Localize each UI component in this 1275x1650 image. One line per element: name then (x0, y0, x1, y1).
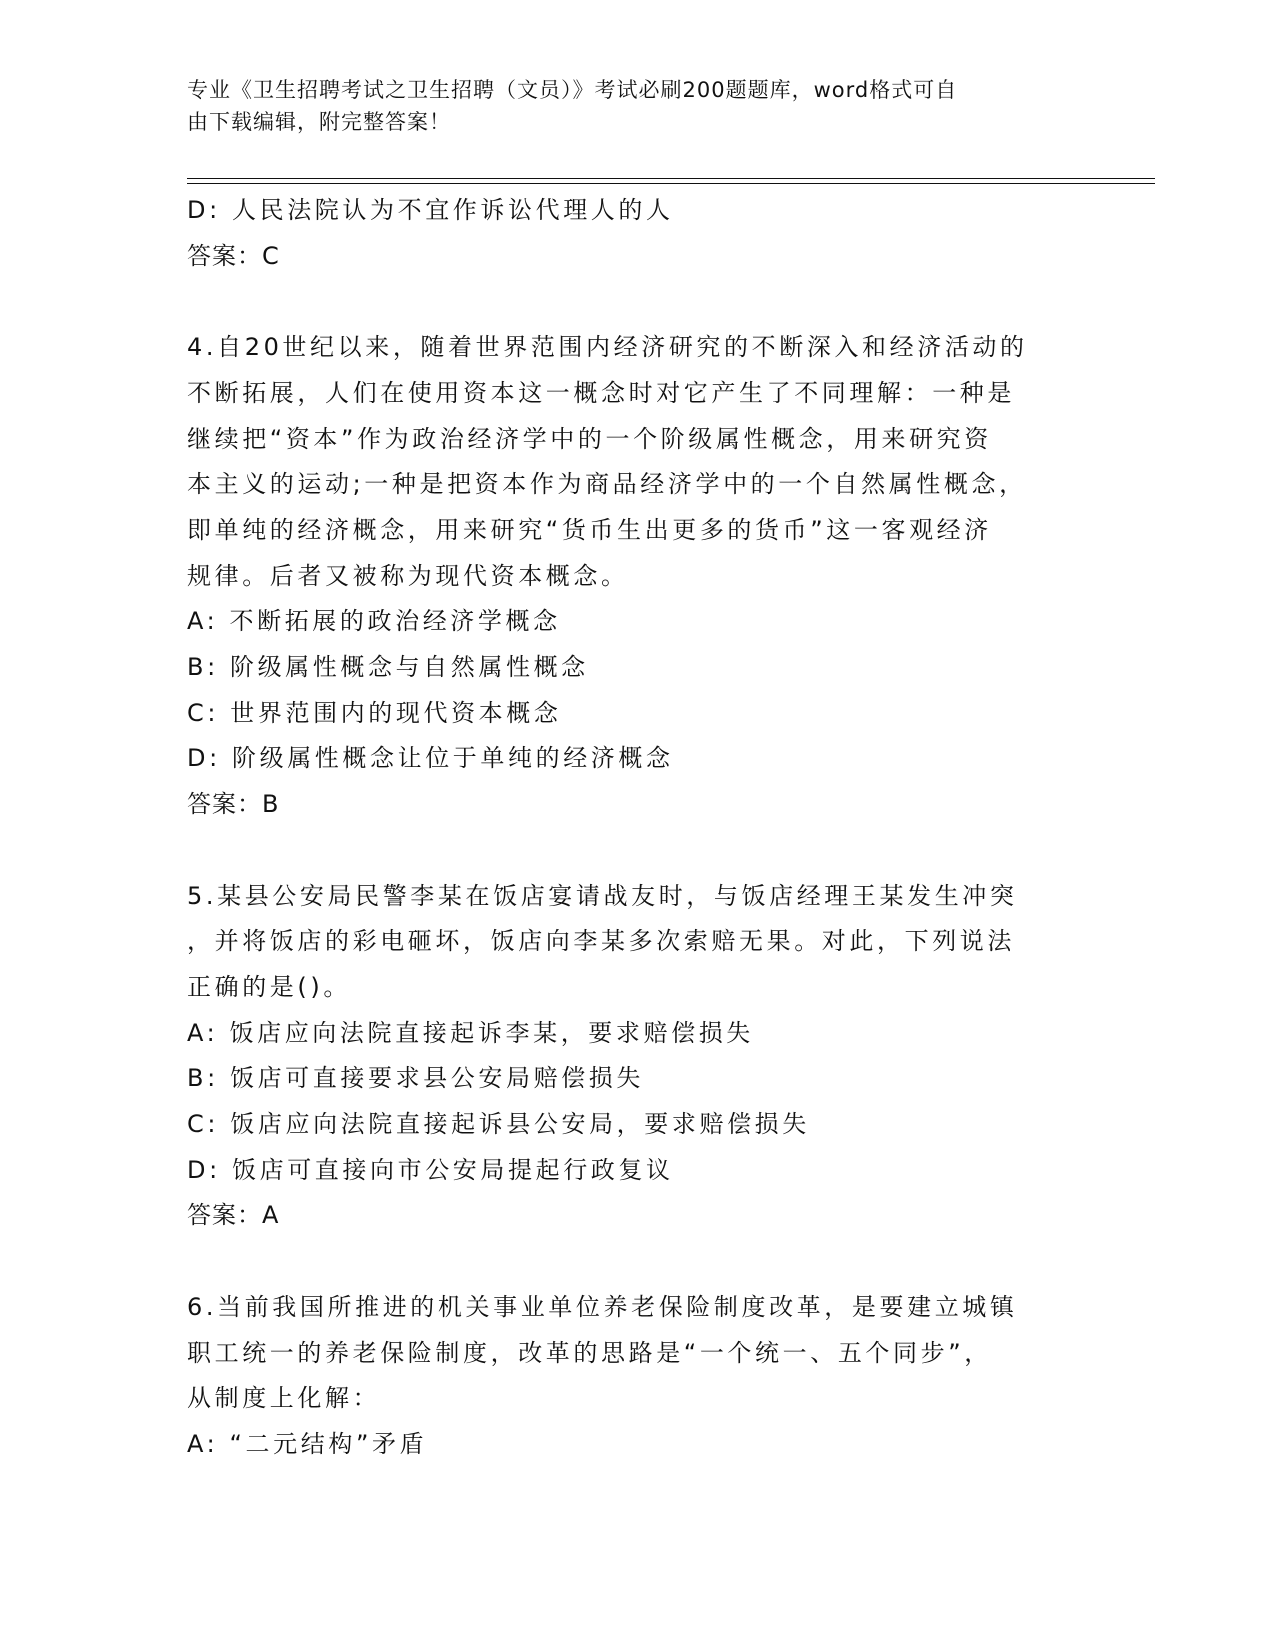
question-6 (187, 1285, 1087, 1468)
option-c: C: 世界范围内的现代资本概念 (187, 698, 562, 727)
question-stem-line: 4.自20世纪以来，随着世界范围内经济研究的不断深入和经济活动的 (187, 333, 1028, 362)
question-5 (187, 874, 1087, 1240)
question-stem-line: 规律。后者又被称为现代资本概念。 (187, 561, 629, 590)
answer: 答案：C (187, 241, 280, 270)
option-b: B: 阶级属性概念与自然属性概念 (187, 653, 589, 682)
spacer (187, 828, 1087, 874)
header-rule-top (187, 178, 1155, 179)
question-stem-line: 5.某县公安局民警李某在饭店宴请战友时，与饭店经理王某发生冲突 (187, 881, 1018, 910)
option-a: A: 不断拓展的政治经济学概念 (187, 607, 561, 636)
spacer (187, 1239, 1087, 1285)
question-stem-line: 6.当前我国所推进的机关事业单位养老保险制度改革，是要建立城镇 (187, 1292, 1018, 1321)
question-3-tail (187, 188, 1087, 279)
option-d: D: 阶级属性概念让位于单纯的经济概念 (187, 744, 674, 773)
header-line-2: 由下载编辑，附完整答案！ (187, 110, 451, 134)
question-stem-line: 职工统一的养老保险制度，改革的思路是“一个统一、五个同步”， (187, 1338, 992, 1367)
option-b: B: 饭店可直接要求县公安局赔偿损失 (187, 1064, 644, 1093)
question-stem-line: 正确的是()。 (187, 972, 351, 1001)
question-stem-line: 继续把“资本”作为政治经济学中的一个阶级属性概念，用来研究资 (187, 424, 992, 453)
answer: 答案：B (187, 790, 280, 819)
question-4 (187, 325, 1087, 828)
spacer (187, 279, 1087, 325)
option-a: A: “二元结构”矛盾 (187, 1429, 428, 1458)
option-d: D: 饭店可直接向市公安局提起行政复议 (187, 1155, 674, 1184)
document-header (187, 74, 1067, 138)
option-d: D: 人民法院认为不宜作诉讼代理人的人 (187, 196, 674, 224)
answer: 答案：A (187, 1201, 280, 1230)
question-stem-line: 本主义的运动;一种是把资本作为商品经济学中的一个自然属性概念， (187, 470, 1027, 499)
question-stem-line: ，并将饭店的彩电砸坏，饭店向李某多次索赔无果。对此，下列说法 (187, 927, 1015, 956)
document-body (187, 188, 1087, 1468)
option-c: C: 饭店应向法院直接起诉县公安局，要求赔偿损失 (187, 1110, 810, 1139)
question-stem-line: 不断拓展，人们在使用资本这一概念时对它产生了不同理解：一种是 (187, 378, 1015, 407)
question-stem-line: 即单纯的经济概念，用来研究“货币生出更多的货币”这一客观经济 (187, 515, 992, 544)
option-a: A: 饭店应向法院直接起诉李某，要求赔偿损失 (187, 1018, 754, 1047)
header-line-1: 专业《卫生招聘考试之卫生招聘（文员）》考试必刷200题题库，word格式可自 (187, 78, 958, 102)
question-stem-line: 从制度上化解： (187, 1384, 381, 1413)
header-rule-bottom (187, 183, 1155, 184)
